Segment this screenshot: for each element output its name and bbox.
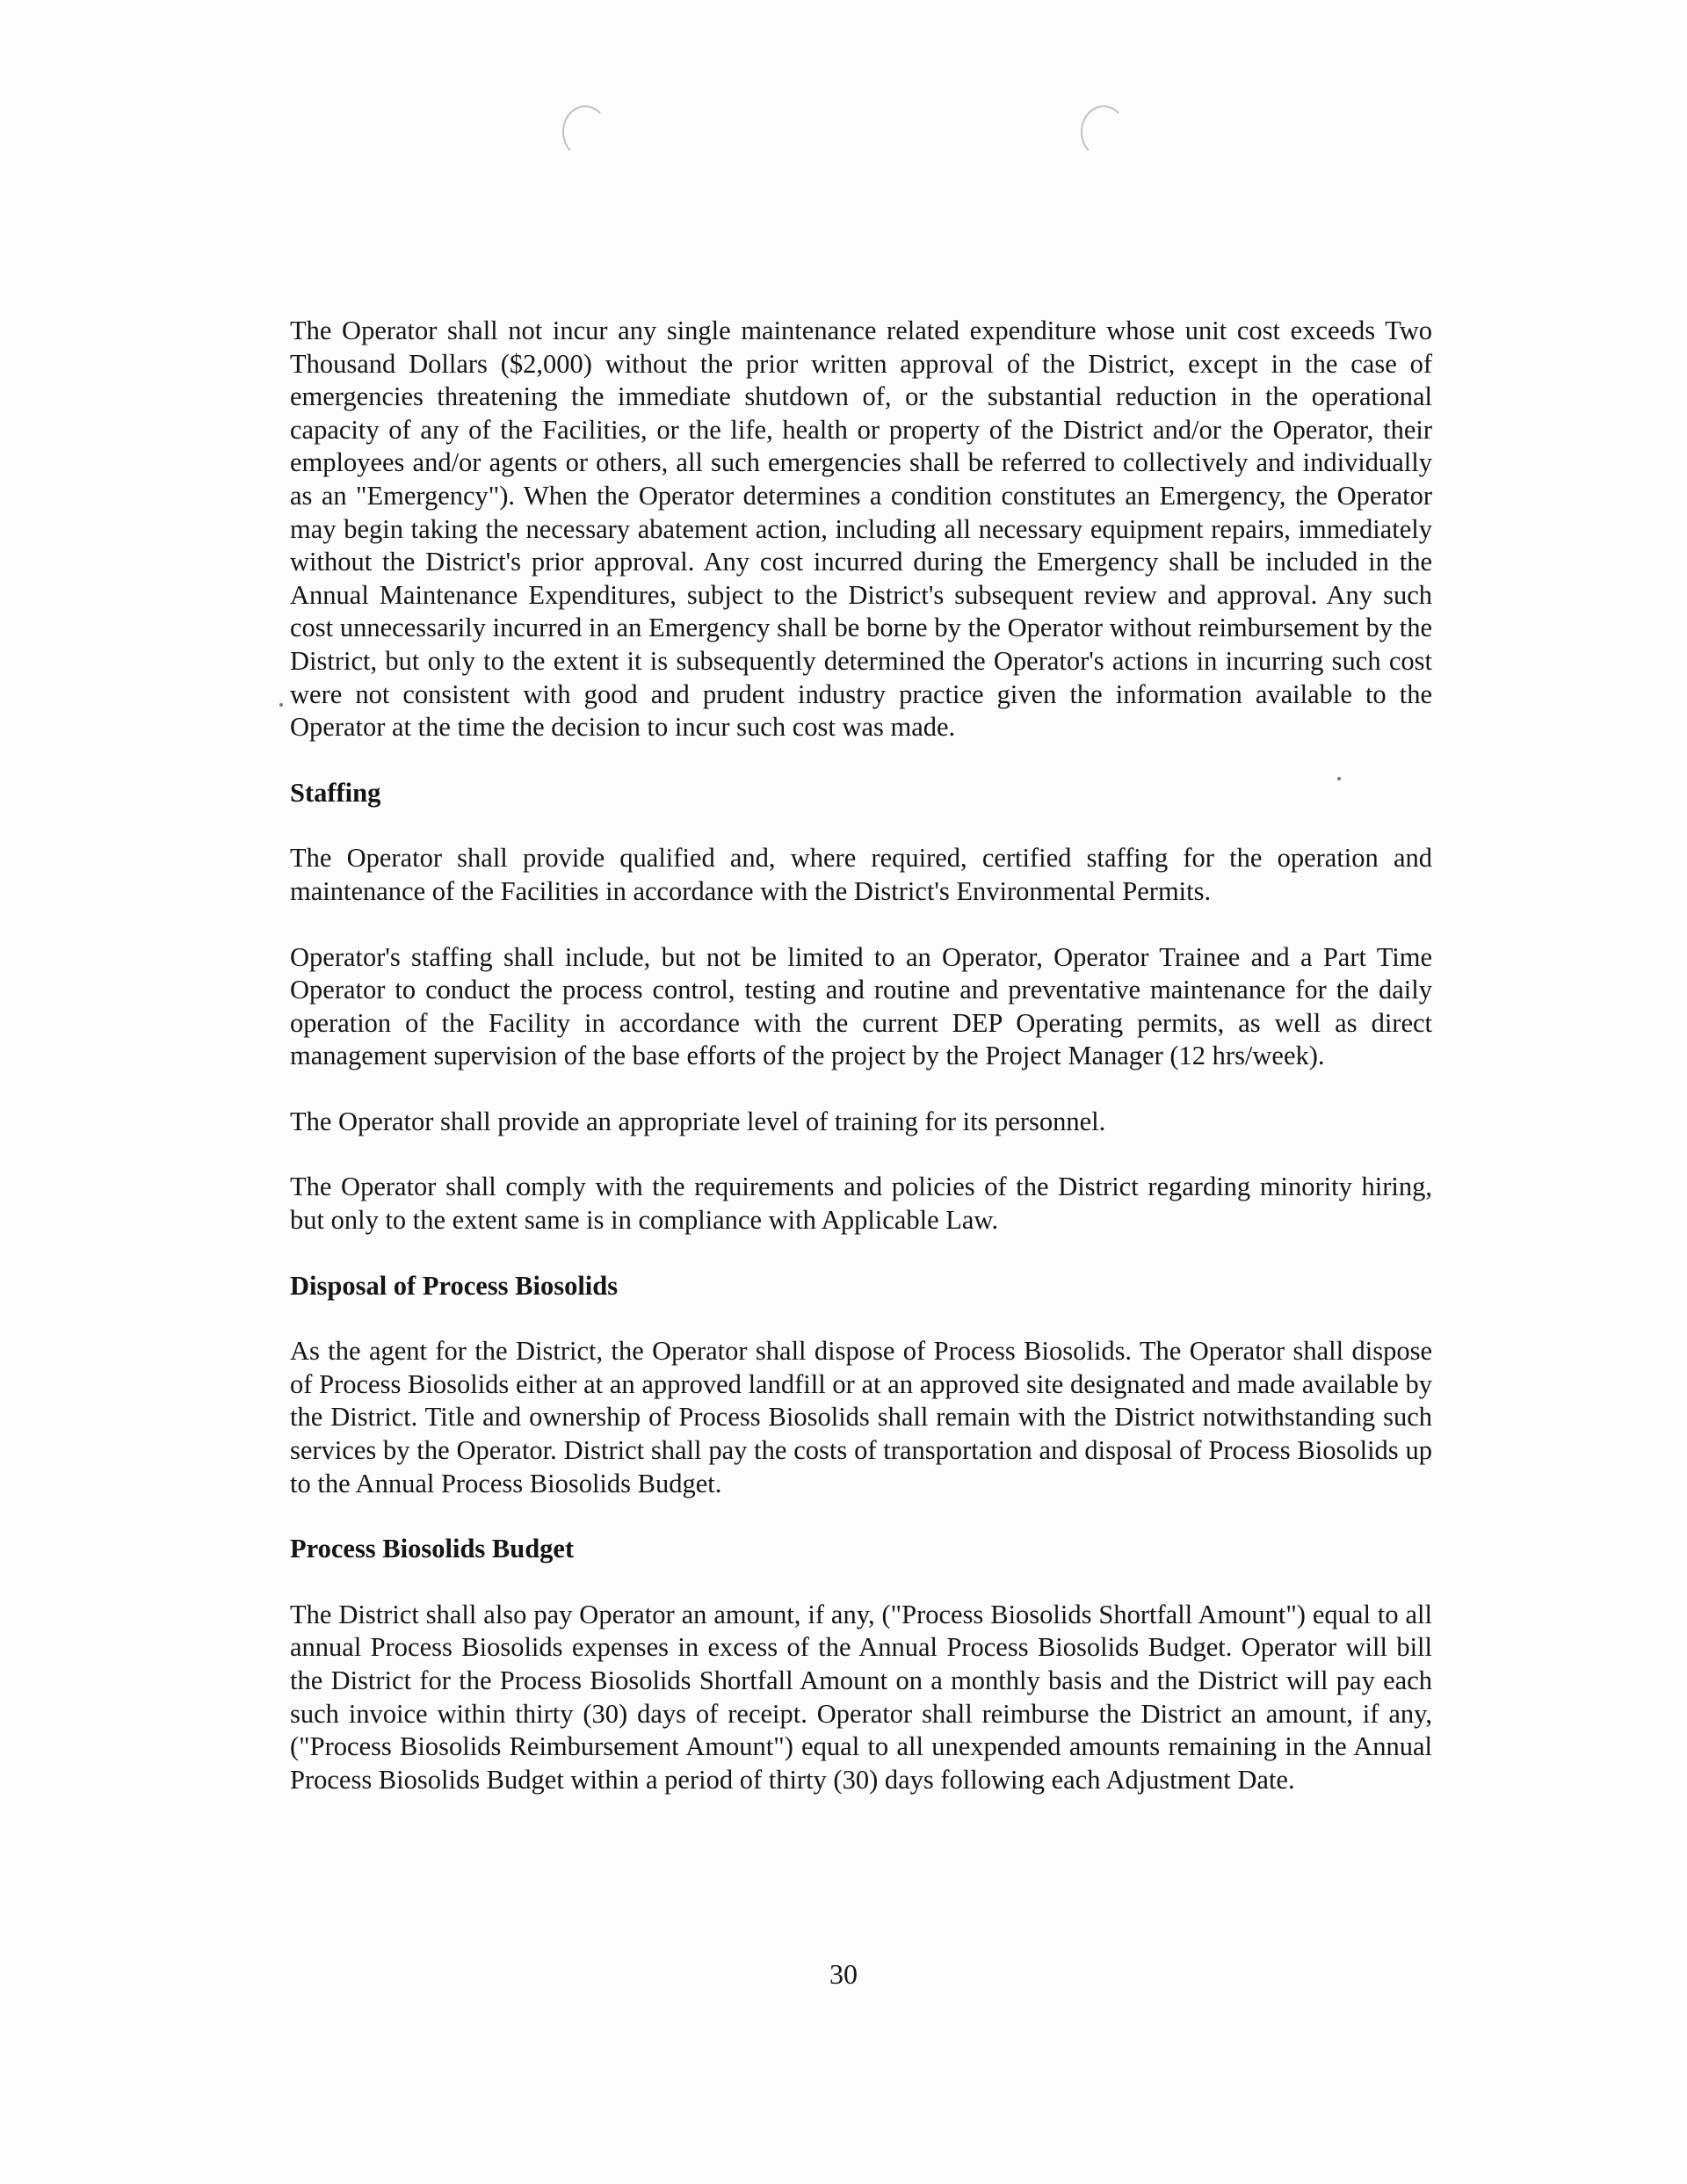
paragraph-staffing-qualified: The Operator shall provide qualified and, where required, certified staffing for the operation and maintenance of the Facilities in accordance with the District's Environmental Permits. <box>290 843 1432 906</box>
paragraph-staffing-minority-hiring: The Operator shall comply with the requirements and policies of the District regarding minority hiring, but only to the extent same is in compliance with Applicable Law. <box>290 1172 1432 1236</box>
paragraph-emergency-expenditure: The Operator shall not incur any single maintenance related expenditure whose unit cost exceeds Two Thousand Dollars ($2,000) without the prior written approval of the District, except in the case of emergencies threatening the immediate shutdown of, or the substantial reduction in the operational capacity of any of the Facilities, or the life, health or property of the District and/or the Operator, their employees and/or agents or others, all such emergencies shall be referred to collectively and individually as an "Emergency"). When the Operator determines a condition constitutes an Emergency, the Operator may begin taking the necessary abatement action, including all necessary equipment repairs, immediately without the District's prior approval. Any cost incurred during the Emergency shall be included in the Annual Maintenance Expenditures, subject to the District's subsequent review and approval. Any such cost unnecessarily incurred in an Emergency shall be borne by the Operator without reimbursement by the District, but only to the extent it is subsequently determined the Operator's actions in incurring such cost were not consistent with good and prudent industry practice given the information available to the Operator at the time the decision to incur such cost was made. <box>290 316 1432 743</box>
heading-staffing: Staffing <box>290 777 381 808</box>
paragraph-staffing-composition: Operator's staffing shall include, but not be limited to an Operator, Operator Trainee and a Part Time Operator to conduct the process control, testing and routine and preventative maintenance for the daily operation of the Facility in accordance with the current DEP Operating permits, as well as direct management supervision of the base efforts of the project by the Project Manager (12 hrs/week). <box>290 941 1432 1071</box>
heading-disposal-biosolids: Disposal of Process Biosolids <box>290 1270 619 1301</box>
heading-biosolids-budget: Process Biosolids Budget <box>290 1534 575 1564</box>
paragraph-staffing-training: The Operator shall provide an appropriate level of training for its personnel. <box>290 1106 1106 1136</box>
page-number: 30 <box>829 1958 858 1990</box>
document-body <box>290 315 1432 1829</box>
punch-hole-mark <box>1081 105 1126 158</box>
paragraph-biosolids-budget: The District shall also pay Operator an amount, if any, ("Process Biosolids Shortfall Amount") equal to all annual Process Biosolids expenses in excess of the Annual Process Biosolids Budget. Operator will bill the District for the Process Biosolids Shortfall Amount on a monthly basis and the District will pay each such invoice within thirty (30) days of receipt. Operator shall reimburse the District an amount, if any, ("Process Biosolids Reimbursement Amount") equal to all unexpended amounts remaining in the Annual Process Biosolids Budget within a period of thirty (30) days following each Adjustment Date. <box>290 1599 1432 1795</box>
paragraph-disposal-biosolids: As the agent for the District, the Operator shall dispose of Process Biosolids. The Operator shall dispose of Process Biosolids either at an approved landfill or at an approved site designated and made available by the District. Title and ownership of Process Biosolids shall remain with the District notwithstanding such services by the Operator. District shall pay the costs of transportation and disposal of Process Biosolids up to the Annual Process Biosolids Budget. <box>290 1336 1432 1498</box>
scan-speck <box>279 703 283 707</box>
punch-hole-mark <box>562 105 608 158</box>
